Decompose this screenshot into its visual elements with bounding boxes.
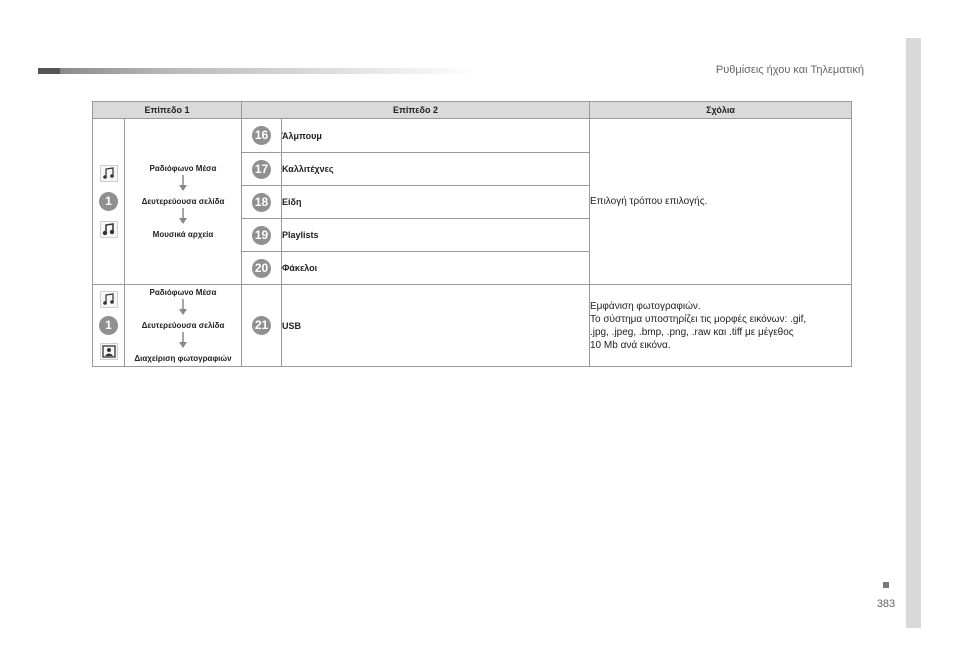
nav-photo-management: Διαχείριση φωτογραφιών (134, 353, 232, 363)
level1-icons (93, 285, 125, 367)
level1-navigation (125, 285, 242, 367)
header-level2: Επίπεδο 2 (242, 102, 590, 119)
row-label-playlists: Playlists (282, 219, 590, 252)
photo-icon (100, 343, 118, 360)
row-number: 21 (242, 285, 282, 367)
comment-select-mode: Επιλογή τρόπου επιλογής. (590, 119, 852, 285)
table-header-row (93, 102, 852, 119)
header-gradient-bar (38, 68, 478, 74)
table-row (93, 119, 852, 153)
nav-secondary-page: Δευτερεύουσα σελίδα (141, 320, 225, 330)
page-number: 383 (876, 598, 896, 610)
comment-photo-display (590, 285, 852, 367)
header-level1: Επίπεδο 1 (93, 102, 242, 119)
nav-radio-media: Ραδιόφωνο Μέσα (149, 287, 217, 297)
page-side-strip (906, 38, 921, 628)
music-note-icon (100, 291, 118, 308)
row-label-albums: Άλμπουμ (282, 119, 590, 153)
down-arrow-icon (178, 208, 188, 224)
row-number: 17 (242, 153, 282, 186)
header-comments: Σχόλια (590, 102, 852, 119)
down-arrow-icon (178, 175, 188, 191)
level1-navigation (125, 119, 242, 285)
music-files-icon (100, 221, 118, 238)
settings-table (92, 101, 852, 367)
comment-line: 10 Mb ανά εικόνα. (590, 339, 671, 351)
level1-icons (93, 119, 125, 285)
nav-music-files: Μουσικά αρχεία (152, 229, 214, 239)
row-number: 19 (242, 219, 282, 252)
row-number: 20 (242, 252, 282, 285)
row-label-genres: Είδη (282, 186, 590, 219)
row-label-usb: USB (282, 285, 590, 367)
row-number: 16 (242, 119, 282, 153)
nav-radio-media: Ραδιόφωνο Μέσα (149, 163, 217, 173)
row-label-folders: Φάκελοι (282, 252, 590, 285)
section-title: Ρυθμίσεις ήχου και Τηλεματική (715, 64, 864, 76)
down-arrow-icon (178, 332, 188, 348)
row-number: 18 (242, 186, 282, 219)
table-row (93, 285, 852, 367)
music-note-icon (100, 165, 118, 182)
comment-line: Το σύστημα υποστηρίζει τις μορφές εικόνων: .gif, (590, 313, 807, 325)
page-marker (883, 582, 889, 588)
level1-badge: 1 (99, 192, 118, 211)
level1-badge: 1 (99, 316, 118, 335)
nav-secondary-page: Δευτερεύουσα σελίδα (141, 196, 225, 206)
row-label-artists: Καλλιτέχνες (282, 153, 590, 186)
comment-line: .jpg, .jpeg, .bmp, .png, .raw και .tiff με μέγεθος (590, 326, 794, 338)
comment-line: Εμφάνιση φωτογραφιών. (590, 300, 701, 312)
down-arrow-icon (178, 299, 188, 315)
